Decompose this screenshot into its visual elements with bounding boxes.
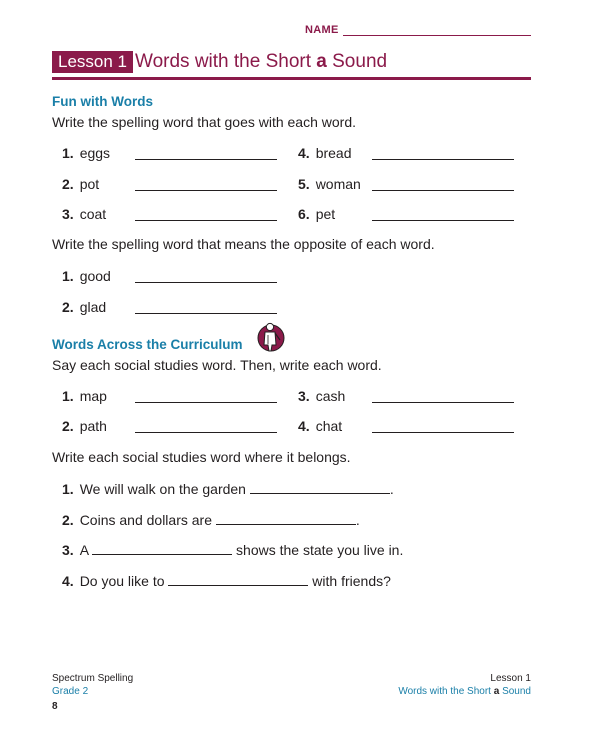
list-item: 4. bread	[298, 145, 352, 161]
footer-lesson: Lesson 1	[490, 673, 531, 684]
answer-blank[interactable]	[372, 402, 514, 403]
section-heading-fun-with-words: Fun with Words	[52, 94, 153, 109]
list-item: 4. chat	[298, 418, 343, 434]
answer-blank[interactable]	[135, 402, 277, 403]
list-item: 2. pot	[62, 176, 100, 192]
sentence-item: 3. A shows the state you live in.	[62, 542, 404, 558]
answer-blank[interactable]	[372, 220, 514, 221]
answer-blank[interactable]	[216, 514, 356, 525]
answer-blank[interactable]	[135, 190, 277, 191]
social-studies-icon	[256, 320, 286, 354]
answer-blank[interactable]	[372, 190, 514, 191]
name-label: NAME	[305, 24, 339, 36]
list-item: 2. glad	[62, 299, 107, 315]
name-field[interactable]	[343, 35, 531, 36]
instruction-related-words: Write the spelling word that goes with each word.	[52, 114, 357, 130]
list-item: 1. eggs	[62, 145, 111, 161]
list-item: 3. coat	[62, 206, 107, 222]
page-title: Words with the Short a Sound	[135, 51, 388, 72]
instruction-opposites: Write the spelling word that means the opposite of each word.	[52, 236, 435, 252]
section-heading-words-across-curriculum: Words Across the Curriculum	[52, 337, 243, 352]
sentence-item: 1. We will walk on the garden .	[62, 481, 394, 497]
answer-blank[interactable]	[168, 575, 308, 586]
list-item: 3. cash	[298, 388, 346, 404]
answer-blank[interactable]	[135, 220, 277, 221]
footer-grade: Grade 2	[52, 686, 89, 697]
list-item: 5. woman	[298, 176, 361, 192]
answer-blank[interactable]	[250, 483, 390, 494]
answer-blank[interactable]	[135, 159, 277, 160]
answer-blank[interactable]	[372, 159, 514, 160]
list-item: 6. pet	[298, 206, 336, 222]
lesson-badge: Lesson 1	[52, 51, 133, 73]
instruction-where-belongs: Write each social studies word where it belongs.	[52, 449, 351, 465]
answer-blank[interactable]	[135, 313, 277, 314]
answer-blank[interactable]	[372, 432, 514, 433]
title-rule	[52, 77, 531, 80]
list-item: 1. good	[62, 268, 111, 284]
sentence-item: 2. Coins and dollars are .	[62, 512, 360, 528]
sentence-item: 4. Do you like to with friends?	[62, 573, 391, 589]
answer-blank[interactable]	[135, 282, 277, 283]
answer-blank[interactable]	[135, 432, 277, 433]
footer-book-title: Spectrum Spelling	[52, 673, 134, 684]
instruction-say-write: Say each social studies word. Then, write each word.	[52, 357, 382, 373]
answer-blank[interactable]	[92, 544, 232, 555]
footer-lesson-title: Words with the Short a Sound	[398, 686, 531, 697]
page-number: 8	[52, 701, 58, 712]
list-item: 1. map	[62, 388, 107, 404]
list-item: 2. path	[62, 418, 107, 434]
